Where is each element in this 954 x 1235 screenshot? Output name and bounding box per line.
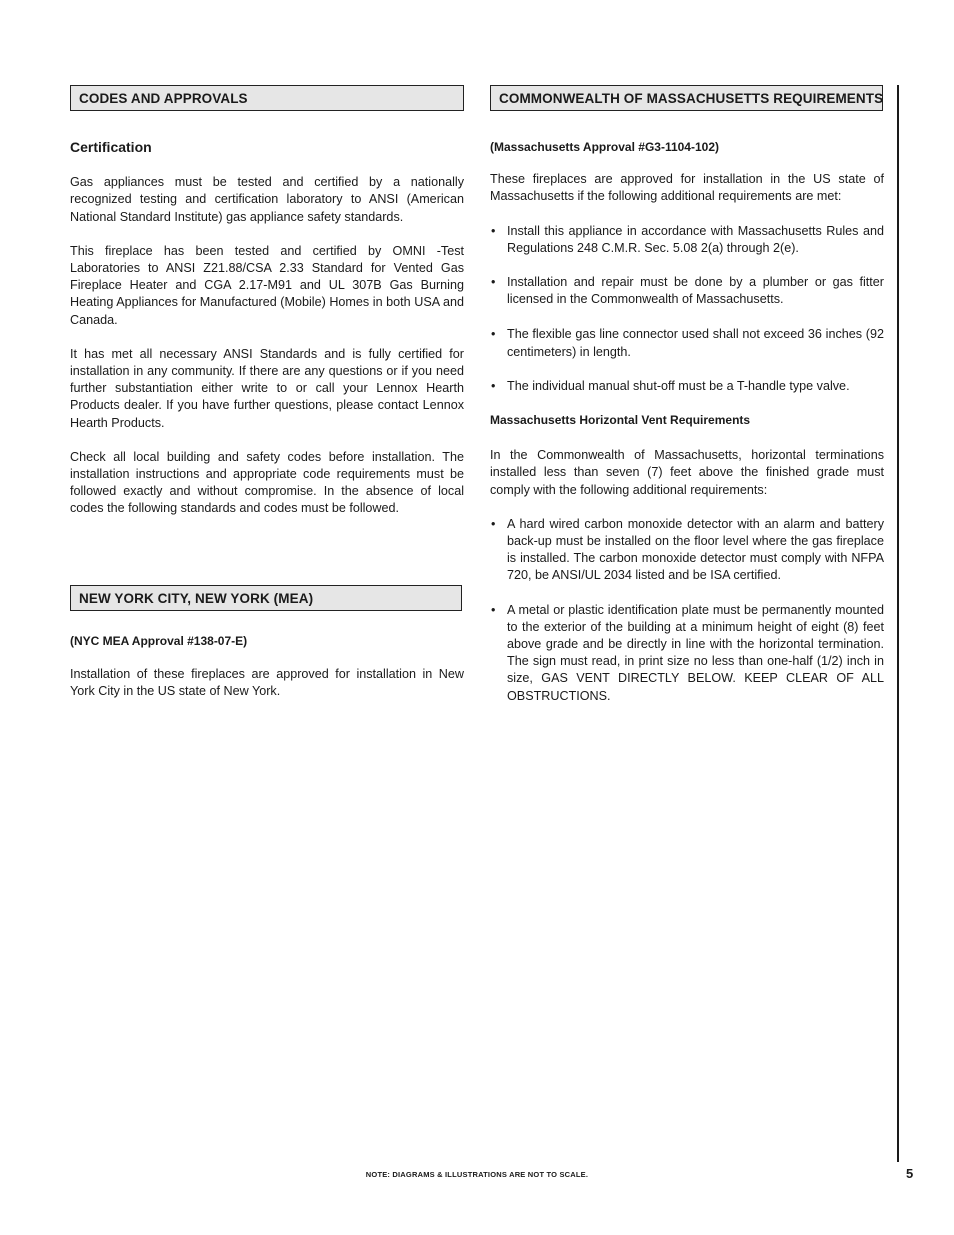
nyc-installation-text: Installation of these fireplaces are approved for installation in New York City in the US state of New York. [70,666,464,699]
paragraph-local-codes: Check all local building and safety codes before installation. The installation instructions and appropriate code requirements must be followed exactly and without compromise. In the absence of local codes the following standards and codes must be followed. [70,449,464,516]
list-item: • A metal or plastic identification plate must be permanently mounted to the exterior of the building at a minimum height of eight (8) feet above grade and be directly in line with the horizontal termination. The sign must read, in print size no less than one-half (1/2) inch in size, GAS VENT DIRECTLY BELOW. KEEP CLEAR OF ALL OBSTRUCTIONS. [491,602,884,703]
bullet: • [491,602,496,617]
list-item: • A hard wired carbon monoxide detector with an alarm and battery back-up must be installed on the floor level where the gas fireplace is installed. The carbon monoxide detector must comply with NFPA 720, be ANSI/UL 2034 listed and be ISA certified. [491,516,884,583]
massachusetts-heading: COMMONWEALTH OF MASSACHUSETTS REQUIREMENTS [490,85,883,111]
horizontal-vent-heading: Massachusetts Horizontal Vent Requirements [490,413,751,428]
paragraph-testing: Gas appliances must be tested and certified by a nationally recognized testing and certification laboratory to ANSI (American National Standard Institute) gas appliance safety standards. [70,175,464,224]
codes-approvals-heading: CODES AND APPROVALS [70,85,464,111]
list-item: • The flexible gas line connector used shall not exceed 36 inches (92 centimeters) in length. [491,327,884,359]
certification-heading: Certification [70,139,152,155]
bullet: • [491,223,496,238]
massachusetts-approval-number: (Massachusetts Approval #G3-1104-102) [490,140,719,154]
right-column [490,85,884,705]
list-item: • Install this appliance in accordance with Massachusetts Rules and Regulations 248 C.M.R. Sec. 5.08 2(a) through 2(e). [491,223,884,255]
massachusetts-requirements-list [490,223,884,395]
bullet: • [491,327,496,342]
nyc-approval-number: (NYC MEA Approval #138-07-E) [70,633,248,648]
left-column [70,85,464,700]
page-edge-rule [897,85,899,1162]
list-item: • The individual manual shut-off must be a T-handle type valve. [490,378,884,395]
bullet: • [491,516,496,531]
nyc-mea-heading: NEW YORK CITY, NEW YORK (MEA) [70,585,462,611]
bullet: • [491,378,496,393]
footer-note: NOTE: DIAGRAMS & ILLUSTRATIONS ARE NOT TO SCALE. [365,1170,589,1179]
bullet: • [491,275,496,290]
paragraph-omni-certification: This fireplace has been tested and certified by OMNI -Test Laboratories to ANSI Z21.88/CSA 2.33 Standard for Vented Gas Fireplace Heater and CGA 2.17-M91 and UL 307B Gas Burning Heating Appliances for Manufactured (Mobile) Homes in both USA and Canada. [70,243,464,327]
horizontal-vent-intro: In the Commonwealth of Massachusetts, horizontal terminations installed less than seven (7) feet above the finished grade must comply with the following additional requirements: [490,448,884,497]
horizontal-vent-requirements-list [490,516,884,705]
list-item: • Installation and repair must be done by a plumber or gas fitter licensed in the Commonwealth of Massachusetts. [491,275,884,307]
page-number: 5 [906,1166,914,1181]
paragraph-ansi-standards: It has met all necessary ANSI Standards and is fully certified for installation in any community. If there are any questions or if you need further substantiation either write to or call your Lennox Hearth Products dealer. If you have further questions, please contact Lennox Hearth Products. [70,346,464,430]
massachusetts-intro: These fireplaces are approved for installation in the US state of Massachusetts if the following additional requirements are met: [490,172,884,204]
